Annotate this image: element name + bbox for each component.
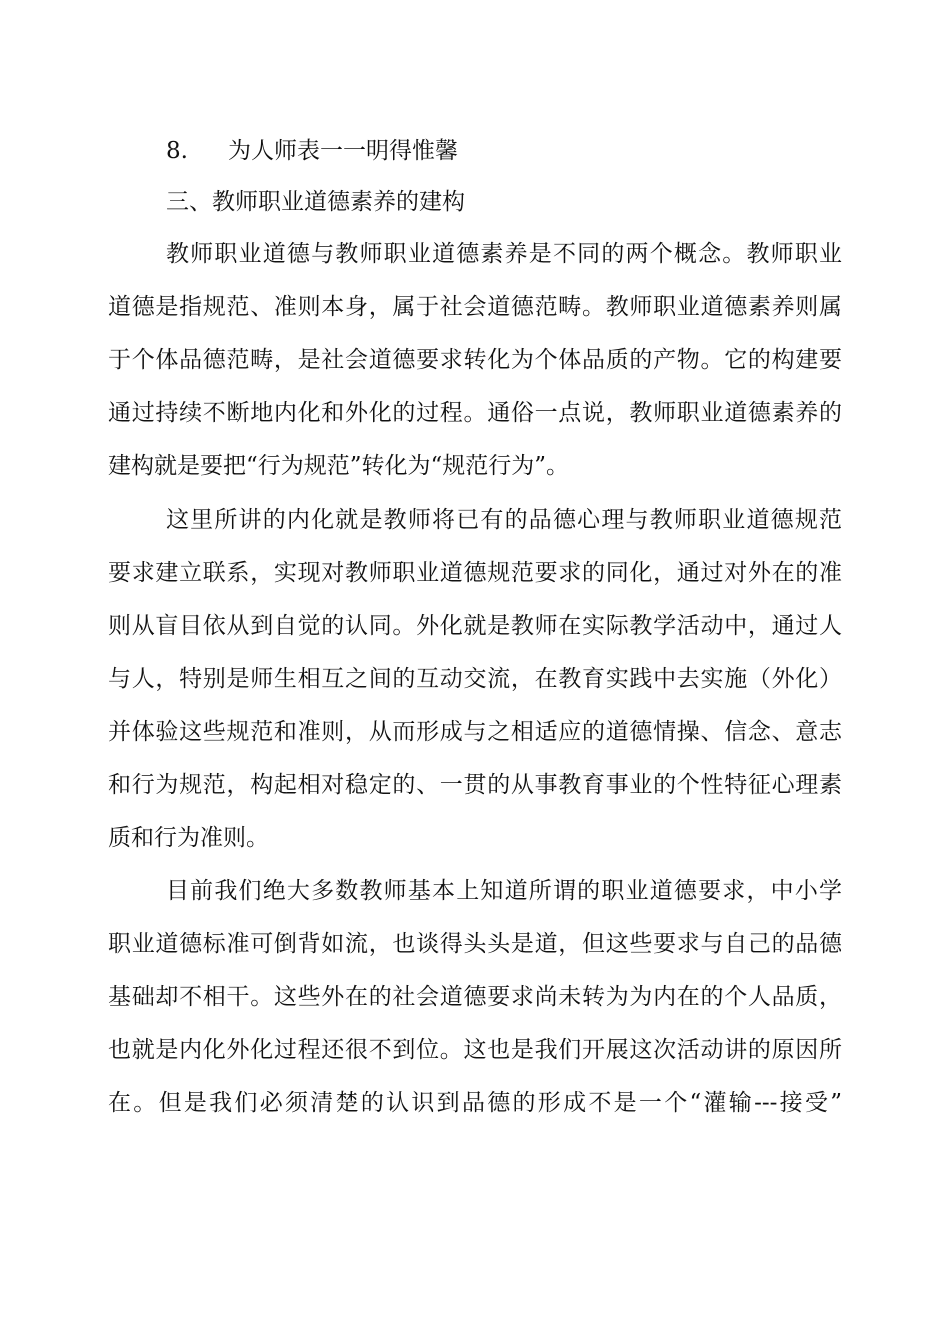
paragraph-line: 目前我们绝大多数教师基本上知道所谓的职业道德要求，中小学 [166,878,842,904]
paragraph-line: 这里所讲的内化就是教师将已有的品德心理与教师职业道德规范 [166,507,842,533]
paragraph-line: 通过持续不断地内化和外化的过程。通俗一点说，教师职业道德素养的 [108,400,842,426]
paragraph-line: 则从盲目依从到自觉的认同。外化就是教师在实际教学活动中，通过人 [108,613,842,639]
paragraph-line: 基础却不相干。这些外在的社会道德要求尚未转为为内在的个人品质， [108,984,842,1010]
list-item-number: 8. [166,138,188,164]
paragraph-line: 建构就是要把“行为规范”转化为“规范行为”。 [108,453,570,479]
paragraph-line: 并体验这些规范和准则，从而形成与之相适应的道德情操、信念、意志 [108,719,842,745]
paragraph-line: 也就是内化外化过程还很不到位。这也是我们开展这次活动讲的原因所 [108,1037,842,1063]
paragraph-line: 和行为规范，构起相对稳定的、一贯的从事教育事业的个性特征心理素 [108,772,842,798]
paragraph-line: 职业道德标准可倒背如流，也谈得头头是道，但这些要求与自己的品德 [108,931,842,957]
paragraph-line: 与人，特别是师生相互之间的互动交流，在教育实践中去实施（外化） [108,666,842,692]
paragraph-line: 在。但是我们必须清楚的认识到品德的形成不是一个“灌输---接受” [108,1090,842,1116]
paragraph-line: 质和行为准则。 [108,825,269,851]
section-heading: 三、教师职业道德素养的建构 [166,189,465,215]
list-item-text: 为人师表一一明得惟馨 [228,138,458,164]
paragraph-line: 于个体品德范畴，是社会道德要求转化为个体品质的产物。它的构建要 [108,347,842,373]
paragraph-line: 教师职业道德与教师职业道德素养是不同的两个概念。教师职业 [166,241,842,267]
paragraph-line: 道德是指规范、准则本身，属于社会道德范畴。教师职业道德素养则属 [108,294,842,320]
list-item-8 [166,136,458,166]
paragraph-line: 要求建立联系，实现对教师职业道德规范要求的同化，通过对外在的准 [108,560,842,586]
